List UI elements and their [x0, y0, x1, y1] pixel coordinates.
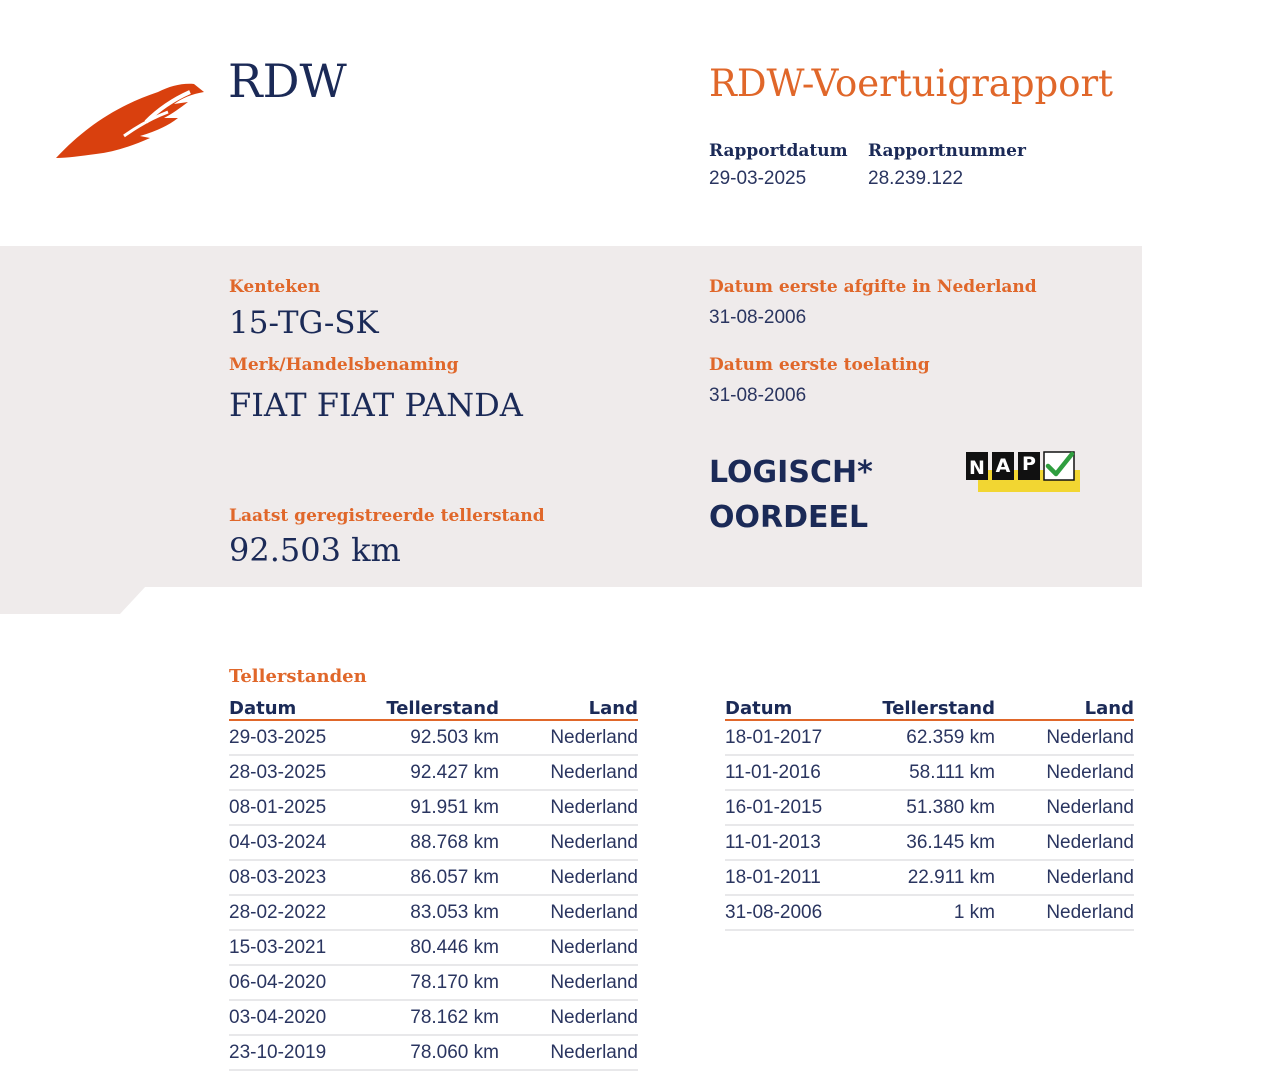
- cell-date: 11-01-2013: [725, 825, 875, 860]
- cell-odometer: 86.057 km: [379, 860, 499, 895]
- cell-odometer: 62.359 km: [875, 720, 995, 755]
- cell-odometer: 36.145 km: [875, 825, 995, 860]
- cell-date: 23-10-2019: [229, 1035, 379, 1070]
- panel-tail-shape: [0, 586, 146, 614]
- cell-odometer: 78.162 km: [379, 1000, 499, 1035]
- cell-odometer: 78.060 km: [379, 1035, 499, 1070]
- table-header-row: [725, 695, 1134, 720]
- cell-country: Nederland: [499, 965, 638, 1000]
- cell-country: Nederland: [995, 755, 1134, 790]
- cell-country: Nederland: [995, 720, 1134, 755]
- table-row: [725, 895, 1134, 930]
- table-row: [229, 1000, 638, 1035]
- cell-odometer: 51.380 km: [875, 790, 995, 825]
- cell-date: 29-03-2025: [229, 720, 379, 755]
- table-header-row: [229, 695, 638, 720]
- cell-odometer: 58.111 km: [875, 755, 995, 790]
- cell-odometer: 92.503 km: [379, 720, 499, 755]
- table-row: [725, 755, 1134, 790]
- table-row: [229, 965, 638, 1000]
- table-row: [229, 895, 638, 930]
- rdw-logo-icon: [54, 80, 206, 162]
- cell-country: Nederland: [995, 895, 1134, 930]
- plate-value: 15-TG-SK: [229, 305, 379, 341]
- column-header-date: Datum: [725, 695, 875, 720]
- odometer-readings-title: Tellerstanden: [229, 666, 367, 687]
- report-number: 28.239.122: [868, 168, 964, 189]
- cell-odometer: 1 km: [875, 895, 995, 930]
- vehicle-summary-panel: [0, 246, 1142, 587]
- verdict-line-2: OORDEEL: [709, 500, 869, 535]
- plate-label: Kenteken: [229, 277, 321, 297]
- column-header-odometer: Tellerstand: [379, 695, 499, 720]
- cell-odometer: 92.427 km: [379, 755, 499, 790]
- odometer-table-left: [229, 695, 638, 1071]
- cell-country: Nederland: [499, 930, 638, 965]
- report-title: RDW-Voertuigrapport: [709, 62, 1114, 105]
- table-row: [229, 720, 638, 755]
- cell-odometer: 91.951 km: [379, 790, 499, 825]
- cell-date: 15-03-2021: [229, 930, 379, 965]
- cell-country: Nederland: [995, 860, 1134, 895]
- table-row: [725, 860, 1134, 895]
- table-row: [725, 825, 1134, 860]
- cell-date: 03-04-2020: [229, 1000, 379, 1035]
- column-header-date: Datum: [229, 695, 379, 720]
- cell-date: 31-08-2006: [725, 895, 875, 930]
- report-date-label: Rapportdatum: [709, 141, 848, 161]
- cell-country: Nederland: [499, 825, 638, 860]
- cell-country: Nederland: [995, 790, 1134, 825]
- table-row: [229, 825, 638, 860]
- cell-date: 28-03-2025: [229, 755, 379, 790]
- table-row: [229, 755, 638, 790]
- make-value: FIAT FIAT PANDA: [229, 386, 523, 424]
- table-row: [229, 790, 638, 825]
- table-row: [725, 720, 1134, 755]
- cell-odometer: 80.446 km: [379, 930, 499, 965]
- cell-date: 18-01-2017: [725, 720, 875, 755]
- column-header-country: Land: [995, 695, 1134, 720]
- nap-letter-a: A: [995, 455, 1011, 477]
- odometer-value: 92.503 km: [229, 531, 401, 569]
- table-row: [229, 860, 638, 895]
- cell-date: 08-01-2025: [229, 790, 379, 825]
- cell-date: 08-03-2023: [229, 860, 379, 895]
- cell-country: Nederland: [499, 755, 638, 790]
- table-row: [725, 790, 1134, 825]
- cell-date: 06-04-2020: [229, 965, 379, 1000]
- cell-country: Nederland: [499, 860, 638, 895]
- column-header-country: Land: [499, 695, 638, 720]
- odometer-table-right: [725, 695, 1134, 931]
- table-row: [229, 1035, 638, 1070]
- cell-date: 28-02-2022: [229, 895, 379, 930]
- odometer-label: Laatst geregistreerde tellerstand: [229, 506, 545, 526]
- cell-odometer: 22.911 km: [875, 860, 995, 895]
- cell-odometer: 88.768 km: [379, 825, 499, 860]
- first-admission-value: 31-08-2006: [709, 385, 807, 406]
- cell-odometer: 83.053 km: [379, 895, 499, 930]
- cell-country: Nederland: [499, 1035, 638, 1070]
- verdict-line-1: LOGISCH*: [709, 455, 873, 490]
- nap-letter-n: N: [969, 457, 985, 479]
- report-date: 29-03-2025: [709, 168, 807, 189]
- first-issue-nl-label: Datum eerste afgifte in Nederland: [709, 277, 1037, 297]
- table-row: [229, 930, 638, 965]
- cell-date: 11-01-2016: [725, 755, 875, 790]
- brand-name: RDW: [228, 54, 347, 108]
- cell-date: 04-03-2024: [229, 825, 379, 860]
- cell-country: Nederland: [499, 790, 638, 825]
- cell-odometer: 78.170 km: [379, 965, 499, 1000]
- make-label: Merk/Handelsbenaming: [229, 355, 459, 375]
- cell-date: 16-01-2015: [725, 790, 875, 825]
- cell-country: Nederland: [499, 1000, 638, 1035]
- cell-country: Nederland: [499, 895, 638, 930]
- cell-country: Nederland: [995, 825, 1134, 860]
- cell-country: Nederland: [499, 720, 638, 755]
- report-number-label: Rapportnummer: [868, 141, 1026, 161]
- nap-badge-icon: [964, 450, 1082, 494]
- first-issue-nl-value: 31-08-2006: [709, 307, 807, 328]
- column-header-odometer: Tellerstand: [875, 695, 995, 720]
- first-admission-label: Datum eerste toelating: [709, 355, 930, 375]
- nap-letter-p: P: [1022, 453, 1036, 475]
- cell-date: 18-01-2011: [725, 860, 875, 895]
